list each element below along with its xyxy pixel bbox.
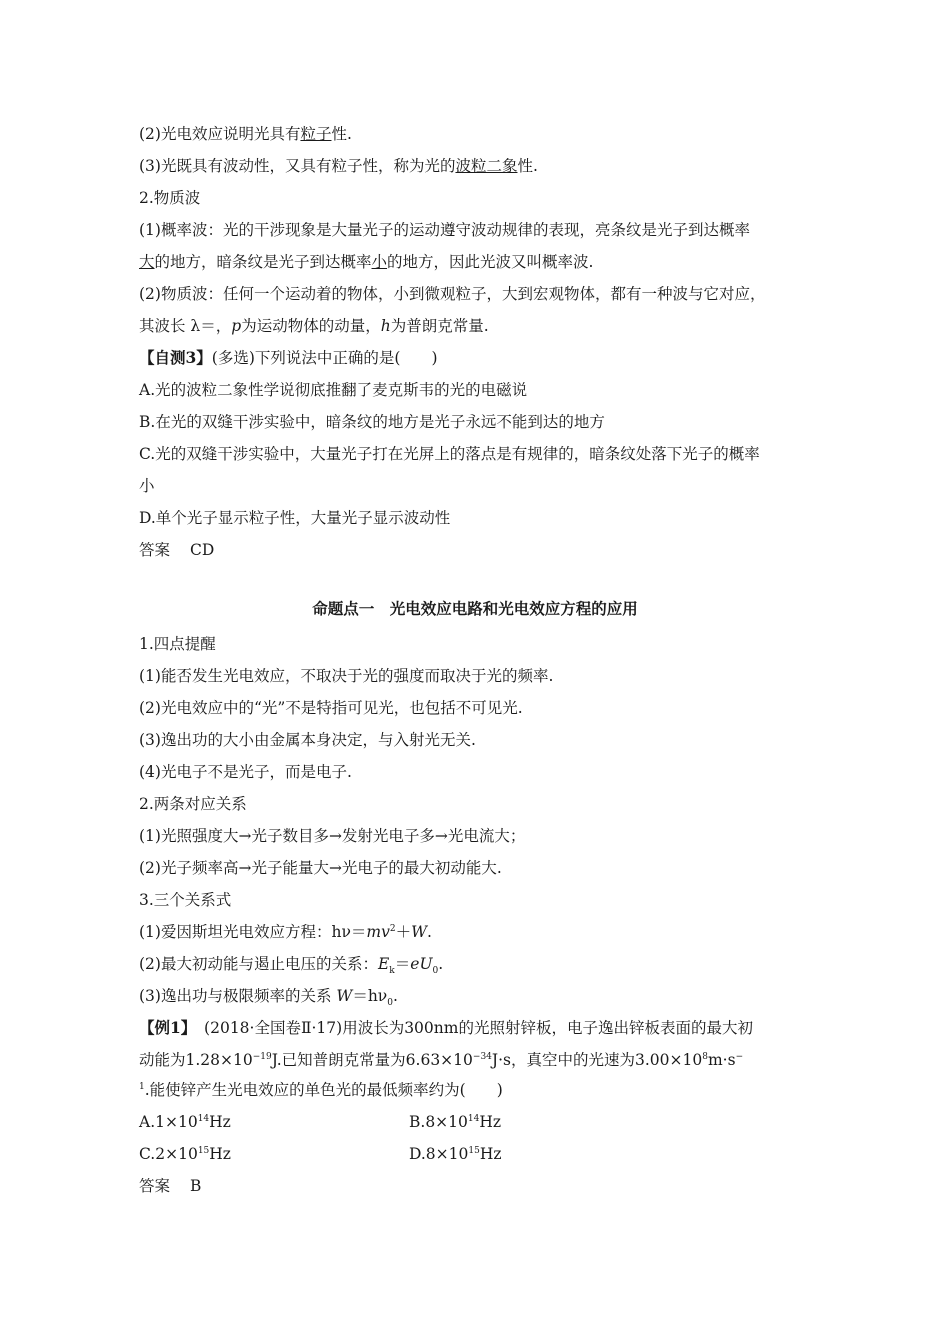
text: (1)爱因斯坦光电效应方程：hν＝ xyxy=(139,923,367,941)
text-line: (3)逸出功的大小由金属本身决定，与入射光无关. xyxy=(139,731,476,749)
variable: W xyxy=(336,987,353,1005)
text-line xyxy=(139,1079,503,1101)
text-line: (2)物质波：任何一个运动着的物体，小到微观粒子，大到宏观物体，都有一种波与它对应， xyxy=(139,285,766,303)
text: (2)光电效应说明光具有 xyxy=(139,125,301,143)
option-d xyxy=(409,1143,502,1165)
self-test-question xyxy=(139,347,438,369)
superscript: 14 xyxy=(197,1113,210,1124)
text: 为运动物体的动量， xyxy=(241,317,381,335)
superscript: − xyxy=(735,1051,744,1062)
example-question xyxy=(139,1017,753,1039)
underlined-answer: 粒子 xyxy=(300,125,332,143)
text: (3)逸出功与极限频率的关系 xyxy=(139,987,337,1005)
text: 动能为1.28×10 xyxy=(139,1051,253,1069)
text: (2)最大初动能与遏止电压的关系： xyxy=(139,955,378,973)
superscript: 14 xyxy=(467,1113,480,1124)
example-tag: 【例1】 xyxy=(139,1018,189,1037)
variable: p xyxy=(231,317,242,335)
text-line xyxy=(139,251,593,273)
answer-value: B xyxy=(190,1177,202,1195)
question-stem: (2018·全国卷Ⅱ·17)用波长为300nm的光照射锌板，电子逸出锌板表面的最大初 xyxy=(188,1019,753,1037)
formula-line xyxy=(139,985,398,1007)
answer-line xyxy=(139,539,214,561)
unit: Hz xyxy=(209,1145,231,1163)
option-d: D.单个光子显示粒子性，大量光子显示波动性 xyxy=(139,509,451,527)
text: 的地方，因此光波又叫概率波. xyxy=(387,253,594,271)
text-line xyxy=(139,315,489,337)
subsection-title: 2.两条对应关系 xyxy=(139,795,247,813)
unit: Hz xyxy=(209,1113,231,1131)
underlined-answer: 波粒二象 xyxy=(455,157,518,175)
text-line: (2)光子频率高→光子能量大→光电子的最大初动能大. xyxy=(139,859,502,877)
text: J.已知普朗克常量为6.63×10 xyxy=(271,1051,473,1069)
option-c: C.光的双缝干涉实验中，大量光子打在光屏上的落点是有规律的，暗条纹处落下光子的概率 xyxy=(139,445,760,463)
answer-value: CD xyxy=(190,541,215,559)
variable: eU xyxy=(410,955,433,973)
answer-label: 答案 xyxy=(139,1177,171,1195)
option-b xyxy=(409,1111,501,1133)
answer-label: 答案 xyxy=(139,541,171,559)
text-line: (4)光电子不是光子，而是电子. xyxy=(139,763,352,781)
variable: E xyxy=(377,955,390,973)
superscript: 1 xyxy=(139,1081,145,1092)
option-b: B.在光的双缝干涉实验中，暗条纹的地方是光子永远不能到达的地方 xyxy=(139,413,605,431)
text: C.2×10 xyxy=(139,1145,198,1163)
text-line xyxy=(139,155,538,177)
option-c-continued: 小 xyxy=(139,477,155,495)
text: ＝ xyxy=(394,955,411,973)
text: A.1×10 xyxy=(139,1113,198,1131)
option-a: A.光的波粒二象性学说彻底推翻了麦克斯韦的光的电磁说 xyxy=(139,381,528,399)
text: 性. xyxy=(517,157,538,175)
superscript: 8 xyxy=(702,1051,708,1062)
subsection-title: 2.物质波 xyxy=(139,189,201,207)
text: (3)光既具有波动性，又具有粒子性，称为光的 xyxy=(139,157,456,175)
text: 为普朗克常量. xyxy=(390,317,489,335)
formula-line xyxy=(139,953,443,975)
unit: Hz xyxy=(479,1113,502,1131)
text: .能使锌产生光电效应的单色光的最低频率约为( ) xyxy=(144,1081,503,1099)
option-a xyxy=(139,1111,231,1133)
unit: Hz xyxy=(479,1145,502,1163)
subscript: 0 xyxy=(387,998,393,1009)
text: D.8×10 xyxy=(409,1145,469,1163)
text-line xyxy=(139,1049,743,1071)
text: ＋ xyxy=(395,923,412,941)
variable: mv xyxy=(366,923,390,941)
text: m·s xyxy=(707,1051,736,1069)
option-c xyxy=(139,1143,231,1165)
text: 的地方，暗条纹是光子到达概率 xyxy=(154,253,372,271)
superscript: 2 xyxy=(389,923,396,934)
variable: h xyxy=(380,317,391,335)
subsection-title: 1.四点提醒 xyxy=(139,635,216,653)
text: B.8×10 xyxy=(409,1113,468,1131)
section-heading: 命题点一 光电效应电路和光电效应方程的应用 xyxy=(312,599,638,618)
text-line: (1)概率波：光的干涉现象是大量光子的运动遵守波动规律的表现，亮条纹是光子到达概率 xyxy=(139,221,750,239)
superscript: −34 xyxy=(472,1051,492,1062)
text: . xyxy=(427,923,432,941)
underlined-answer: 小 xyxy=(371,253,388,271)
text-line: (1)光照强度大→光子数目多→发射光电子多→光电流大； xyxy=(139,827,526,845)
text: 性. xyxy=(331,125,352,143)
superscript: 15 xyxy=(197,1145,210,1156)
subscript: k xyxy=(389,966,395,977)
text: 其波长 λ＝， xyxy=(139,317,232,335)
subsection-title: 3.三个关系式 xyxy=(139,891,232,909)
formula-line xyxy=(139,921,432,943)
superscript: 15 xyxy=(468,1145,480,1156)
superscript: −19 xyxy=(252,1051,272,1062)
text-line xyxy=(139,123,352,145)
answer-line xyxy=(139,1175,201,1197)
underlined-answer: 大 xyxy=(139,253,155,271)
text: . xyxy=(392,987,398,1005)
text: J·s，真空中的光速为3.00×10 xyxy=(491,1051,703,1069)
self-test-tag: 【自测3】 xyxy=(139,348,212,367)
text-line: (1)能否发生光电效应，不取决于光的强度而取决于光的频率. xyxy=(139,667,554,685)
text-line: (2)光电效应中的“光”不是特指可见光，也包括不可见光. xyxy=(139,699,523,717)
text: . xyxy=(438,955,444,973)
subscript: 0 xyxy=(432,966,439,977)
variable: W xyxy=(411,923,428,941)
text: ＝hν xyxy=(352,987,388,1005)
question-stem: (多选)下列说法中正确的是( ) xyxy=(211,349,438,367)
